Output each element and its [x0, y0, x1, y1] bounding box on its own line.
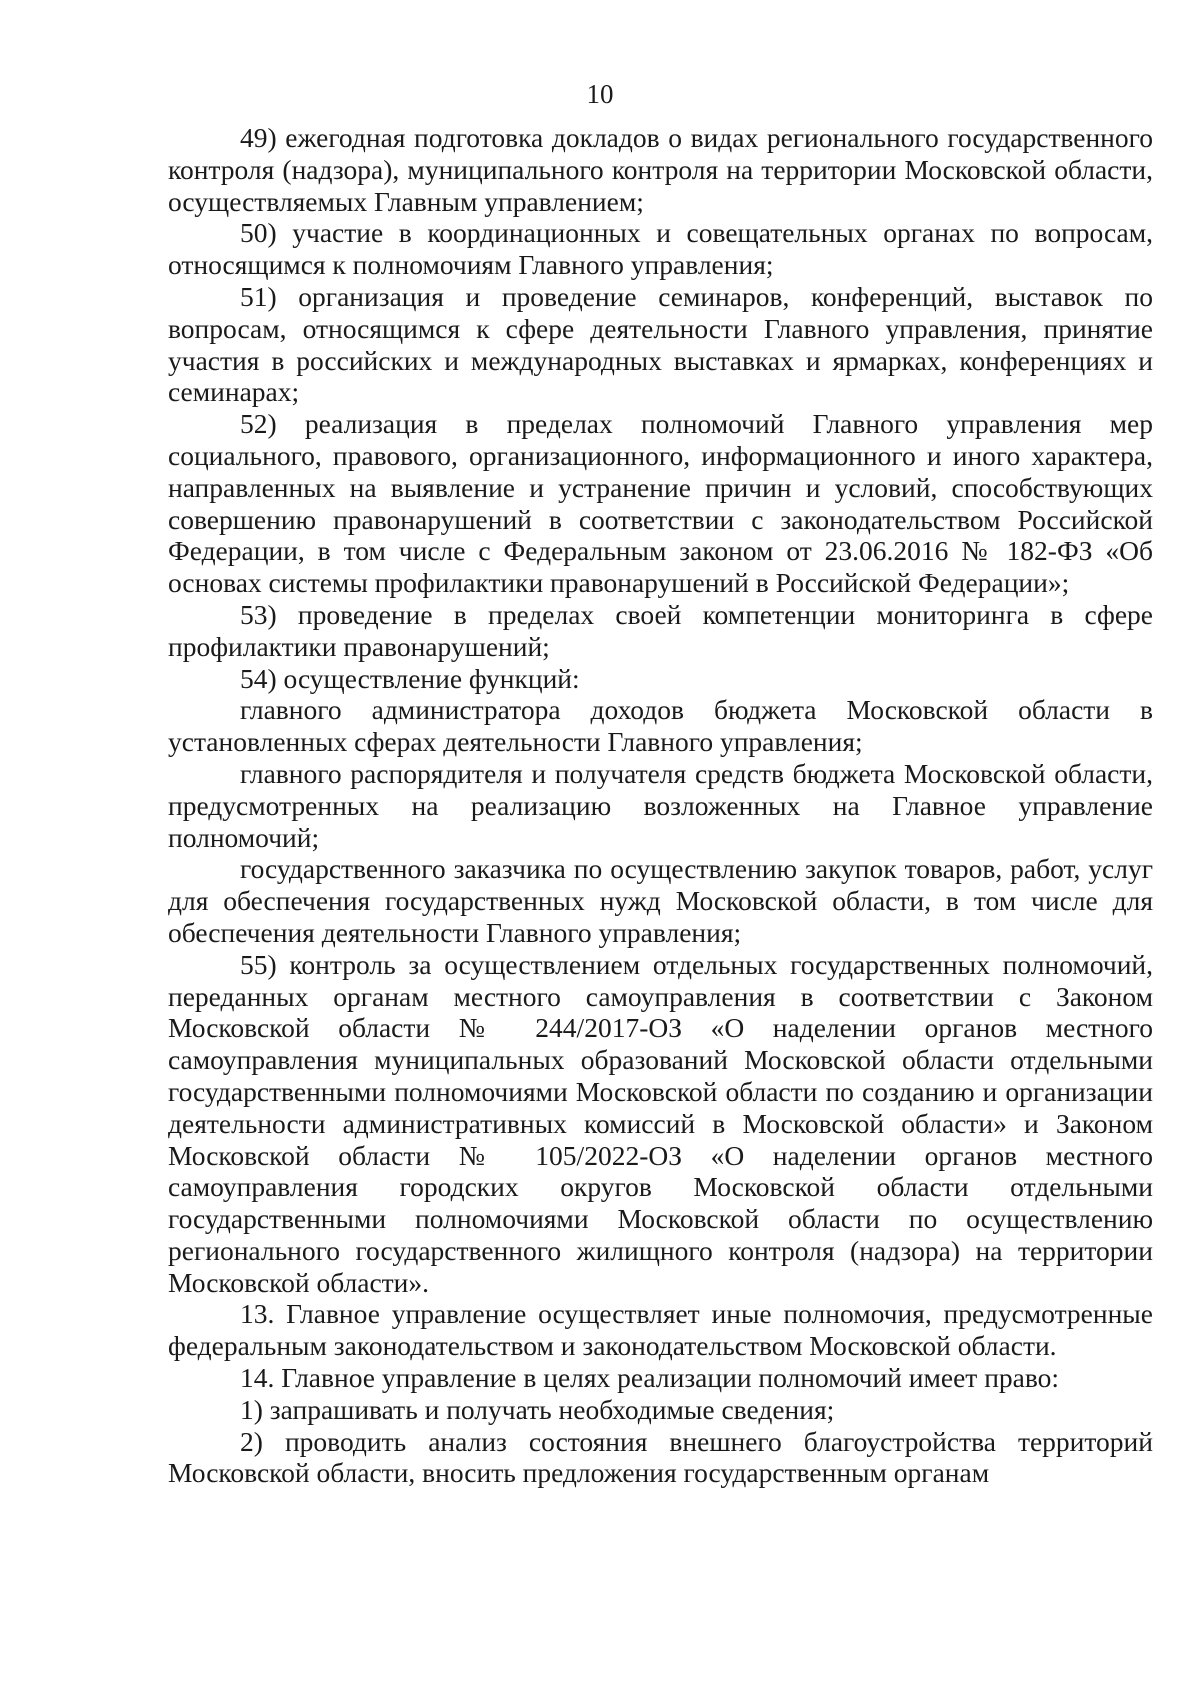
paragraph-item-54-administrator: главного администратора доходов бюджета Московской области в установленных сферах деятельности Главного управления; — [168, 694, 1153, 758]
paragraph-section-14: 14. Главное управление в целях реализации полномочий имеет право: — [240, 1362, 1060, 1394]
paragraph-section-14-item-2: 2) проводить анализ состояния внешнего благоустройства территорий Московской области, вносить предложения государственным органам — [168, 1425, 1153, 1489]
paragraph-section-14-item-1: 1) запрашивать и получать необходимые сведения; — [240, 1393, 835, 1425]
paragraph-item-52: 52) реализация в пределах полномочий Главного управления мер социального, правового, организационного, информационного и иного характера, направленных на выявление и устранение причин и условий, способствующих совершению правонарушений в соответствии с законодательством Российской Федерации, в том числе с Федеральным законом от 23.06.2016 № 182-ФЗ «Об основах системы профилактики правонарушений в Российской Федерации»; — [168, 408, 1153, 599]
paragraph-item-54-distributor: главного распорядителя и получателя средств бюджета Московской области, предусмотренных на реализацию возложенных на Главное управление полномочий; — [168, 757, 1153, 853]
paragraph-section-13: 13. Главное управление осуществляет иные полномочия, предусмотренные федеральным законодательством и законодательством Московской области. — [168, 1298, 1153, 1362]
paragraph-item-54-customer: государственного заказчика по осуществлению закупок товаров, работ, услуг для обеспечения государственных нужд Московской области, в том числе для обеспечения деятельности Главного управления; — [168, 853, 1153, 948]
paragraph-item-51: 51) организация и проведение семинаров, конференций, выставок по вопросам, относящимся к сфере деятельности Главного управления, принятие участия в российских и международных выставках и ярмарках, конференциях и семинарах; — [168, 280, 1153, 408]
page-number: 10 — [586, 79, 614, 109]
paragraph-item-50: 50) участие в координационных и совещательных органах по вопросам, относящимся к полномочиям Главного управления; — [168, 217, 1153, 281]
paragraph-item-54: 54) осуществление функций: — [240, 662, 580, 694]
paragraph-item-55: 55) контроль за осуществлением отдельных государственных полномочий, переданных органам местного самоуправления в соответствии с Законом Московской области № 244/2017-ОЗ «О наделении органов местного самоуправления муниципальных образований Московской области отдельными государственными полномочиями Московской области по созданию и организации деятельности административных комиссий в Московской области» и Законом Московской области № 105/2022-ОЗ «О наделении органов местного самоуправления городских округов Московской области отдельными государственными полномочиями Московской области по осуществлению регионального государственного жилищного контроля (надзора) на территории Московской области». — [168, 948, 1153, 1298]
paragraph-item-53: 53) проведение в пределах своей компетенции мониторинга в сфере профилактики правонарушений; — [168, 598, 1153, 662]
document-body — [168, 122, 1153, 1489]
paragraph-item-49: 49) ежегодная подготовка докладов о видах регионального государственного контроля (надзора), муниципального контроля на территории Московской области, осуществляемых Главным управлением; — [168, 122, 1153, 217]
